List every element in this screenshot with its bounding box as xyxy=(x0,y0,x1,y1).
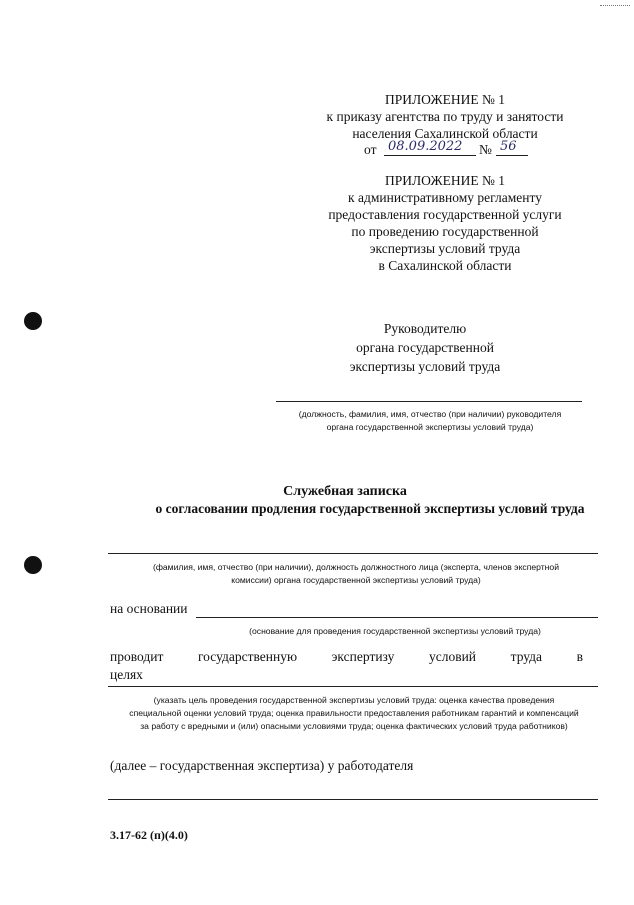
conducts-row xyxy=(110,648,583,665)
purpose-hint xyxy=(104,694,604,733)
memo-subtitle: о согласовании продления государственной экспертизы условий труда xyxy=(155,501,585,516)
conducts-word: условий xyxy=(428,649,477,664)
conducts-word: проводит xyxy=(110,649,164,664)
handwritten-date: 08.09.2022 xyxy=(388,139,463,154)
appendix1-line2: населения Сахалинской области xyxy=(352,126,538,141)
form-code: 3.17-62 (п)(4.0) xyxy=(110,828,188,842)
scan-edge-mark xyxy=(600,5,630,6)
punch-hole-top xyxy=(24,312,42,330)
addressee-line: экспертизы условий труда xyxy=(349,359,501,374)
date-underline xyxy=(384,155,476,156)
appendix2-line: экспертизы условий труда xyxy=(369,241,521,256)
person-hint-line1: (фамилия, имя, отчество (при наличии), должность должностного лица (эксперта, членов экспертной xyxy=(152,562,560,572)
conducts-word: экспертизу xyxy=(331,649,395,664)
addressee-block xyxy=(300,319,550,376)
conducts-word: государственную xyxy=(197,649,298,664)
addressee-line: Руководителю xyxy=(383,321,467,336)
person-hint-line2: комиссии) органа государственной экспертизы условий труда) xyxy=(231,575,481,585)
appendix1-line1: к приказу агентства по труду и занятости xyxy=(326,109,564,124)
person-fill-line xyxy=(108,553,598,554)
conducts-word: труда xyxy=(510,649,543,664)
addressee-line: органа государственной xyxy=(356,340,494,355)
appendix2-block xyxy=(300,172,590,274)
purpose-hint-line3: за работу с вредными и (или) опасными условиями труда; оценка фактических условий труда работников) xyxy=(140,721,568,731)
appendix2-line: в Сахалинской области xyxy=(378,258,512,273)
addressee-hint-line1: (должность, фамилия, имя, отчество (при наличии) руководителя xyxy=(298,409,562,419)
basis-fill-line xyxy=(196,617,598,618)
appendix2-line: предоставления государственной услуги xyxy=(328,207,562,222)
punch-hole-bottom xyxy=(24,556,42,574)
handwritten-number: 56 xyxy=(500,139,517,154)
addressee-hint-line2: органа государственной экспертизы условий труда) xyxy=(326,422,534,432)
appendix2-title: ПРИЛОЖЕНИЕ № 1 xyxy=(384,173,506,188)
number-underline xyxy=(496,155,528,156)
basis-label: на основании xyxy=(110,601,188,616)
purpose-fill-line xyxy=(108,686,598,687)
appendix1-block xyxy=(300,91,590,142)
from-label: от xyxy=(364,142,377,157)
addressee-fill-line xyxy=(276,401,582,402)
appendix2-line: к административному регламенту xyxy=(348,190,542,205)
basis-hint: (основание для проведения государственной экспертизы условий труда) xyxy=(249,626,541,636)
appendix1-title: ПРИЛОЖЕНИЕ № 1 xyxy=(384,92,506,107)
appendix1-date-row xyxy=(364,138,544,158)
purpose-hint-line1: (указать цель проведения государственной экспертизы условий труда: оценка качества проведения xyxy=(153,695,555,705)
employer-text: (далее – государственная экспертиза) у работодателя xyxy=(110,758,414,773)
number-label: № xyxy=(479,142,492,157)
conducts-word: в xyxy=(576,649,583,664)
appendix2-line: по проведению государственной xyxy=(351,224,539,239)
purpose-hint-line2: специальной оценки условий труда; оценка правильности предоставления работникам гарантий и компенсаций xyxy=(129,708,579,718)
person-hint xyxy=(106,561,606,587)
employer-fill-line xyxy=(108,799,598,800)
purpose-label: целях xyxy=(110,667,143,682)
memo-title: Служебная записка xyxy=(283,484,407,499)
addressee-hint xyxy=(270,408,590,434)
